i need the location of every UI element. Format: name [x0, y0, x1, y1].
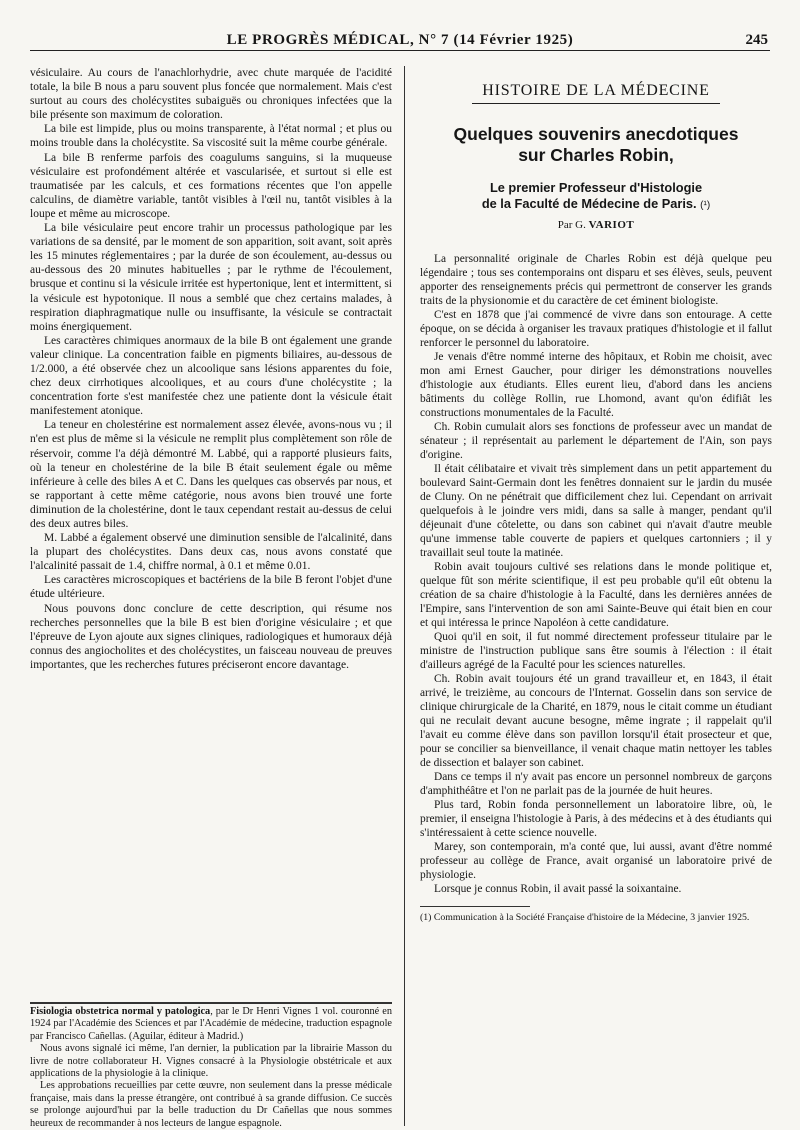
body-paragraph: Quoi qu'il en soit, il fut nommé directement professeur titulaire par le ministre de l'instruction publique sans être soumis à l'élection : il était d'ailleurs agrégé de la Faculté pour les sciences naturelles.: [420, 631, 772, 671]
article-title: [420, 124, 772, 166]
body-paragraph: Ch. Robin avait toujours été un grand travailleur et, en 1843, il était arrivé, le treizième, au concours de l'Internat. Gosselin dans son service de clinique chirurgicale de la Charité, en 1879, nous le citait comme un étudiant qui ne reculait devant aucune besogne, même ingrate ; il rappelait qu'il l'avait eu comme élève dans son pavillon lorsqu'il était prosecteur et que, pour se concilier sa bienveillance, il venait chaque matin nettoyer les tables de dissection et balayer son cabinet.: [420, 673, 772, 769]
section-heading: [420, 58, 772, 106]
review-heading: [30, 1006, 392, 1043]
review-citation: , par le Dr Henri Vignes 1 vol. couronné en 1924 par l'Académie des Sciences et par l'Académie de médecine, traduction espagnole par Francisco Cañellas. (Aguilar, éditeur à Madrid.): [30, 1006, 392, 1042]
body-paragraph: Lorsque je connus Robin, il avait passé la soixantaine.: [434, 883, 682, 895]
article-subtitle: [420, 180, 772, 214]
body-paragraph: La bile B renferme parfois des coagulums sanguins, si la muqueuse vésiculaire est profondément altérée et vascularisée, et surtout si elle est traumatisée par les calculs, et ces formations récentes que l'on appelle calculins, de diamètre variable, tantôt visibles à l'œil nu, tantôt visibles à la loupe et même au microscope.: [30, 151, 392, 220]
review-paragraph: Nous avons signalé ici même, l'an dernier, la publication par la librairie Masson du livre de notre collaborateur H. Vignes consacré à la Physiologie obstétricale et aux applications de la physiologie à la clinique.: [30, 1043, 392, 1080]
footnote: (1) Communication à la Société Française d'histoire de la Médecine, 3 janvier 1925.: [420, 912, 750, 923]
body-paragraph: Plus tard, Robin fonda personnellement un laboratoire libre, où, le premier, il enseigna l'histologie à Paris, à des médecins et à des étudiants qui s'intéressaient à cette science nouvelle.: [420, 799, 772, 839]
byline-prefix: Par G.: [557, 219, 586, 231]
section-divider: [30, 1002, 392, 1004]
body-paragraph: vésiculaire. Au cours de l'anachlorhydrie, avec chute marquée de l'acidité totale, la bile B nous a paru souvent plus foncée que normalement. Mais c'est surtout au cours des cholécystites subaiguës ou chroniques infectées que la bile présente son maximum de coloration.: [30, 67, 392, 122]
article-title-line: Quelques souvenirs anecdotiques: [453, 124, 739, 144]
body-paragraph: La teneur en cholestérine est normalement assez élevée, avons-nous vu ; il n'en est plus de même si la vésicule ne remplit plus complètement son rôle de réservoir, comme l'a déjà démontré M. Labbé, qui a rapporté plusieurs faits, où la teneur en cholestérine de la bile B était seulement égale ou même inférieure à celle des biles A et C. Dans les quelques cas observés par nous, et se rapportant à cette même catégorie, nous avons bien trouvé une forte diminution de la cholestérine, dont le taux cependant restait au-dessus de celui des deux autres biles.: [30, 419, 392, 530]
body-paragraph: La bile vésiculaire peut encore trahir un processus pathologique par les variations de sa densité, par le moment de son apparition, soit avant, soit après les 15 minutes réglementaires ; par la durée de son écoulement, au-dessus ou au-dessous des 20 minutes habituelles ; par le rythme de l'écoulement, brusque et continu si la vésicule irritée est hypertonique, lent et intermittent, si la vésicule est hypotonique. Il nous a semblé que chez certains malades, à respiration diaphragmatique nulle ou insuffisante, la vésicule se contractait moins énergiquement.: [30, 222, 392, 333]
byline: [420, 218, 772, 232]
body-paragraph: La bile est limpide, plus ou moins transparente, à l'état normal ; et plus ou moins trouble dans la cholécystite. Sa viscosité suit la même courbe générale.: [30, 123, 392, 150]
article-subtitle-text: de la Faculté de Médecine de Paris.: [481, 196, 697, 211]
book-review: [30, 1006, 392, 1130]
body-paragraph: Je venais d'être nommé interne des hôpitaux, et Robin me choisit, avec mon ami Ernest Gaucher, pour diriger les démonstrations nouvelles d'histologie aux étudiants. Elles eurent lieu, d'abord dans les anciens bâtiments du collège Rollin, rue Lhomond, avant qu'on édifiât les constructions monumentales de la Faculté.: [420, 351, 772, 419]
body-paragraph: Robin avait toujours cultivé ses relations dans le monde politique et, quelque fût son mérite scientifique, il est peu probable qu'il eût obtenu la création de sa chaire d'histologie à la Faculté, dans les dernières années de l'Empire, sans l'intervention de son ami Sainte-Beuve qui était bien en cour et qui intéressa le prince Napoléon à cette candidature.: [420, 561, 772, 629]
article-title-line: sur Charles Robin,: [518, 145, 674, 165]
body-paragraph: M. Labbé a également observé une diminution sensible de l'alcalinité, dans la plupart des cholécystites. Dans deux cas, nous avons constaté que l'alcalinité passait de 1.4, chiffre normal, à 0.1 et même 0.01.: [30, 532, 392, 573]
article-subtitle-line: Le premier Professeur d'Histologie: [489, 180, 703, 195]
footnote-rule: [420, 906, 530, 907]
body-paragraph: Ch. Robin cumulait alors ses fonctions de professeur avec un mandat de sénateur ; il représentait au parlement le département de l'Ain, son pays d'origine.: [420, 421, 772, 461]
article-subtitle-line: [420, 196, 772, 214]
section-heading-text: HISTOIRE DE LA MÉDECINE: [472, 82, 719, 104]
review-title: Fisiologia obstetrica normal y patologica: [30, 1006, 211, 1017]
page-header: [30, 26, 770, 51]
body-paragraph: C'est en 1878 que j'ai commencé de vivre dans son entourage. A cette époque, on se décida à organiser les travaux pratiques d'histologie et il fallut renforcer le personnel du laboratoire.: [420, 309, 772, 349]
body-paragraph: La personnalité originale de Charles Robin est déjà quelque peu légendaire ; tous ses contemporains ont disparu et ses élèves, seuls, peuvent apporter des renseignements précis qui permettront de conserver les grands traits de la physionomie et du caractère de cet éminent biologiste.: [420, 253, 772, 307]
byline-author: VARIOT: [588, 219, 635, 231]
body-paragraph: Dans ce temps il n'y avait pas encore un personnel nombreux de garçons d'amphithéâtre et l'on ne parlait pas de la journée de huit heures.: [420, 771, 772, 797]
left-column: [30, 66, 392, 672]
right-column: [420, 58, 772, 924]
body-paragraph: Les caractères microscopiques et bactériens de la bile B feront l'objet d'une étude ultérieure.: [30, 574, 392, 601]
page-number: 245: [745, 32, 768, 48]
footnote-marker: (¹): [700, 200, 711, 211]
journal-title: LE PROGRÈS MÉDICAL, N° 7 (14 Février 1925): [226, 32, 574, 48]
body-paragraph: Nous pouvons donc conclure de cette description, qui résume nos recherches personnelles que la bile B est bien d'origine vésiculaire ; et que l'épreuve de Lyon ajoute aux signes cliniques, radiologiques et humoraux déjà connus des angiocholites et des cholécystites, un faisceau nouveau de preuves importantes, que les recherches futures préciseront encore davantage.: [30, 602, 392, 671]
body-paragraph: Il était célibataire et vivait très simplement dans un petit appartement du boulevard Saint-Germain dont les fenêtres donnaient sur le jardin du musée de Cluny. On ne pénétrait que difficilement chez lui. Cependant on arrivait quelquefois à le joindre vers midi, dans sa salle à manger, pendant qu'il déjeunait d'une côtelette, ou dans son cabinet qui n'avait d'autre meuble qu'une immense table couverte de papiers et quelques cartonniers ; il y travaillait seul toute la matinée.: [420, 463, 772, 559]
review-paragraph: Les approbations recueillies par cette œuvre, non seulement dans la presse médicale française, mais dans la presse étrangère, ont contribué à sa grande diffusion. Ce succès se prolonge aujourd'hui par la belle traduction du Dr Cañellas que nous sommes heureux de recommander à nos lecteurs de langue espagnole.: [30, 1080, 392, 1129]
body-paragraph: Marey, son contemporain, m'a conté que, lui aussi, avant d'être nommé professeur au collège de France, avait organisé un laboratoire privé de physiologie.: [420, 841, 772, 881]
body-paragraph: Les caractères chimiques anormaux de la bile B ont également une grande valeur clinique. La concentration faible en pigments biliaires, au-dessous de 1/2.000, a été observée chez un alcoolique sans lésions apparentes du foie, chez deux cirrhotiques alcooliques, et au cours d'une cholécystite ; la concentration forte s'est manifestée chez une patiente dont la vésicule était manifestement atonique.: [30, 334, 392, 418]
column-rule: [404, 66, 405, 1126]
